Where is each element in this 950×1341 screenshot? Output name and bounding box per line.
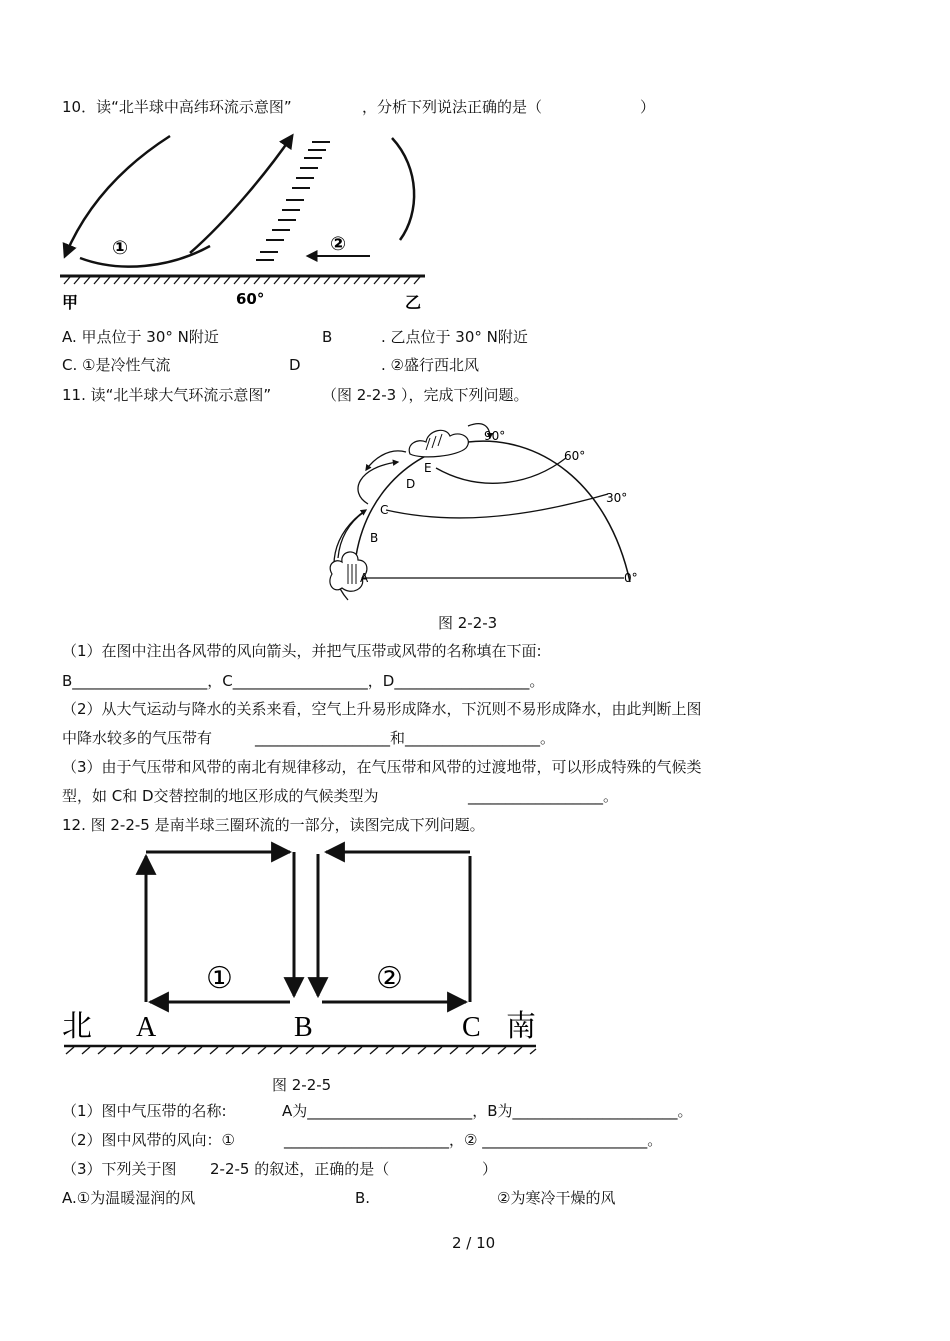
q10-option-d: . ②盛行西北风 — [381, 356, 479, 374]
q11-point-a: A — [360, 571, 369, 585]
q12-ground-hatch — [66, 1047, 536, 1054]
q10-figure — [60, 128, 430, 313]
q10-front — [256, 142, 330, 260]
q10-stem-cont: ，分析下列说法正确的是（ — [362, 98, 543, 116]
q11-lat30 — [386, 494, 608, 518]
q12-option-b: ②为寒冷干燥的风 — [497, 1189, 616, 1207]
q11-figure — [318, 412, 640, 608]
q11-part1-fill: B__________________，C__________________，D__________________。 — [62, 672, 545, 690]
q11-point-e: E — [424, 461, 432, 475]
q11-part1: （1）在图中注出各风带的风向箭头，并把气压带或风带的名称填在下面: — [62, 642, 542, 660]
q11-lat0-label: 0° — [624, 571, 638, 585]
q10-rising-arc — [190, 136, 292, 253]
q10-ground-hatch — [64, 277, 420, 284]
q11-cell-2b — [366, 451, 406, 470]
q12-part2: （2）图中风带的风向：① — [62, 1131, 235, 1149]
q11-point-d: D — [406, 477, 416, 491]
q11-lat90: 90° — [484, 429, 506, 443]
q10-option-c: C. ①是冷性气流 — [62, 356, 171, 374]
q10-bottom-arc — [80, 246, 210, 267]
q10-stem-close: ） — [640, 98, 656, 116]
q11-part2: （2）从大气运动与降水的关系来看，空气上升易形成降水，下沉则不易形成降水，由此判断上图 — [62, 700, 702, 718]
q12-label-b: B — [294, 1012, 313, 1043]
q12-part1-fill: A为______________________，B为______________________。 — [282, 1102, 693, 1120]
q11-part3: （3）由于气压带和风带的南北有规律移动，在气压带和风带的过渡地带，可以形成特殊的气候类 — [62, 758, 702, 776]
q10-label-yi: 乙 — [405, 293, 422, 312]
q10-right-arc — [392, 138, 414, 240]
q12-part3-close: ） — [482, 1160, 498, 1178]
q10-circle-1: ① — [112, 237, 129, 259]
q12-label-a: A — [136, 1012, 157, 1043]
q12-part3-cont: 2-2-5 的叙述，正确的是（ — [210, 1160, 390, 1178]
q12-stem: 12. 图 2-2-5 是南半球三圈环流的一部分，读图完成下列问题。 — [62, 816, 485, 834]
q11-point-b: B — [370, 531, 379, 545]
q11-point-c: C — [380, 503, 389, 517]
q12-label-north: 北 — [62, 1010, 92, 1043]
q11-lat30-label: 30° — [606, 491, 628, 505]
q12-figure — [60, 840, 540, 1058]
q10-stem: 10．读“北半球中高纬环流示意图” — [62, 98, 292, 116]
q10-option-b-letter: B — [322, 328, 333, 346]
q11-cell-2 — [358, 462, 398, 504]
q11-stem-cont: （图 2-2-3 ），完成下列问题。 — [322, 386, 529, 404]
q11-lat60-label: 60° — [564, 449, 586, 463]
q11-part3-cont: 型，如 C和 D交替控制的地区形成的气候类型为 — [62, 787, 379, 805]
q10-option-d-letter: D — [289, 356, 301, 374]
q12-part1: （1）图中气压带的名称: — [62, 1102, 227, 1120]
q10-label-jia: 甲 — [62, 293, 79, 312]
q12-option-a: A.①为温暖湿润的风 — [62, 1189, 196, 1207]
q12-circle-2: ② — [376, 962, 403, 995]
q11-part2-cont: 中降水较多的气压带有 — [62, 729, 213, 747]
q11-part2-fill: __________________和__________________。 — [255, 729, 556, 747]
q10-option-a: A. 甲点位于 30° N附近 — [62, 328, 219, 346]
q12-label-c: C — [462, 1012, 481, 1043]
q12-part3: （3）下列关于图 — [62, 1160, 177, 1178]
q11-part3-fill: __________________。 — [468, 787, 619, 805]
page-number: 2 / 10 — [452, 1234, 496, 1252]
q10-label-60: 60° — [236, 290, 265, 308]
q12-circle-1: ① — [206, 962, 233, 995]
q12-caption: 图 2-2-5 — [272, 1076, 332, 1094]
q11-caption: 图 2-2-3 — [438, 614, 498, 632]
q11-lat60 — [436, 458, 566, 483]
q11-stem: 11. 读“北半球大气环流示意图” — [62, 386, 272, 404]
q12-part2-fill: ______________________，② ______________________。 — [284, 1131, 663, 1149]
q10-option-b: . 乙点位于 30° N附近 — [381, 328, 528, 346]
q12-label-south: 南 — [506, 1010, 536, 1043]
q12-option-b-letter: B. — [355, 1189, 371, 1207]
q10-circle-2: ② — [330, 233, 347, 255]
